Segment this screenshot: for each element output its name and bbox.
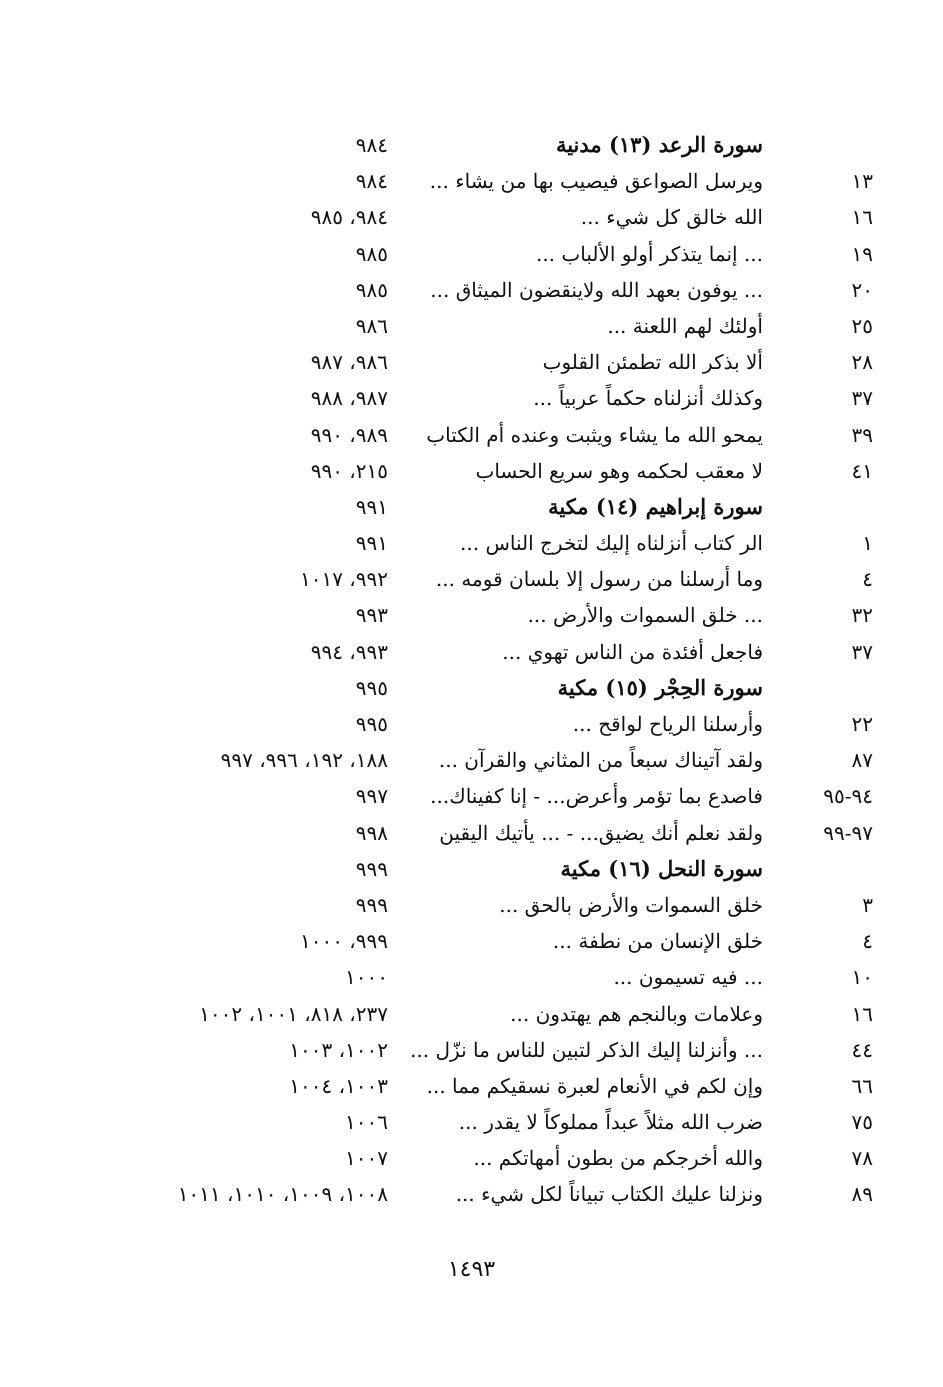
- verse-text: وعلامات وبالنجم هم يهتدون ...: [510, 1001, 763, 1026]
- verse-number: ٩٧-٩٩: [823, 820, 873, 845]
- verse-number: ٢٢: [851, 712, 873, 736]
- verse-number: [807, 489, 873, 525]
- surah-heading-row: [0, 489, 943, 525]
- verse-text: أولئك لهم اللعنة ...: [607, 313, 763, 338]
- page-references: ٩٨٧، ٩٨٨: [310, 386, 388, 411]
- verse-text: وأرسلنا الرياح لواقح ...: [572, 712, 763, 736]
- verse-number: ٤: [862, 929, 873, 954]
- page-references: ٩٩٢، ١٠١٧: [299, 567, 388, 592]
- page-references: ٩٨٥: [355, 277, 388, 302]
- verse-row: [0, 1104, 943, 1140]
- verse-text: ولقد آتيناك سبعاً من المثاني والقرآن ...: [438, 748, 763, 773]
- page-references: ٩٨٦، ٩٨٧: [310, 350, 388, 375]
- verse-number: ٣٩: [851, 422, 873, 447]
- page-references: ١٠٠٨، ١٠٠٩، ١٠١٠، ١٠١١: [177, 1182, 388, 1207]
- verse-number: ٤: [862, 567, 873, 592]
- verse-row: [0, 1032, 943, 1068]
- verse-text: وما أرسلنا من رسول إلا بلسان قومه ...: [435, 567, 763, 592]
- verse-number: [807, 670, 873, 706]
- verse-text: ... فيه تسيمون ...: [613, 965, 763, 990]
- verse-text: الر كتاب أنزلناه إليك لتخرج الناس ...: [460, 531, 763, 556]
- verse-number: ٨٩: [851, 1182, 873, 1207]
- surah-title: سورة إبراهيم (١٤) مكية: [548, 493, 763, 519]
- page-number: ١٤٩٣: [447, 1257, 496, 1282]
- verse-number: [807, 127, 873, 163]
- verse-row: [0, 163, 943, 199]
- verse-row: [0, 525, 943, 561]
- page-references: ١٠٠٧: [345, 1146, 388, 1171]
- page-references: ٩٩١: [355, 531, 388, 556]
- verse-number: ٣٧: [851, 639, 873, 664]
- verse-text: ألا بذكر الله تطمئن القلوب: [542, 350, 763, 375]
- verse-text: يمحو الله ما يشاء ويثبت وعنده أم الكتاب: [426, 422, 763, 447]
- verse-text: ويرسل الصواعق فيصيب بها من يشاء ...: [429, 169, 763, 194]
- verse-text: لا معقب لحكمه وهو سريع الحساب: [475, 458, 763, 483]
- page-references: ٩٩٥: [355, 712, 388, 736]
- page-references: ٩٩٣: [355, 603, 388, 628]
- verse-number: ١٦: [851, 1001, 873, 1026]
- verse-text: فاصدع بما تؤمر وأعرض... - إنا كفيناك...: [430, 784, 763, 809]
- page-references: ٩٩١: [355, 494, 388, 519]
- surah-title: سورة الحِجْر (١٥) مكية: [557, 674, 763, 700]
- verse-row: [0, 815, 943, 851]
- verse-row: [0, 199, 943, 235]
- verse-text: ... خلق السموات والأرض ...: [527, 603, 763, 628]
- verse-number: ٣: [862, 892, 873, 917]
- page-references: ١٠٠٣، ١٠٠٤: [289, 1073, 388, 1098]
- verse-row: [0, 706, 943, 742]
- verse-text: خلق الإنسان من نطفة ...: [552, 929, 763, 954]
- verse-text: ضرب الله مثلاً عبداً مملوكاً لا يقدر ...: [458, 1110, 763, 1135]
- verse-number: ٩٤-٩٥: [823, 784, 873, 809]
- page-references: ٩٩٣، ٩٩٤: [310, 639, 388, 664]
- verse-number: ١: [862, 531, 873, 556]
- verse-text: ونزلنا عليك الكتاب تبياناً لكل شيء ...: [455, 1182, 763, 1207]
- surah-heading-row: [0, 127, 943, 163]
- verse-row: [0, 417, 943, 453]
- verse-row: [0, 1140, 943, 1176]
- verse-number: ٢٠: [851, 277, 873, 302]
- page-references: ٩٩٥: [355, 675, 388, 700]
- verse-number: ١٠: [851, 965, 873, 990]
- verse-row: [0, 380, 943, 416]
- verse-number: ٧٨: [851, 1146, 873, 1171]
- page-references: ٩٩٧: [355, 784, 388, 809]
- page-references: ١٠٠٢، ١٠٠٣: [289, 1037, 388, 1062]
- verse-text: الله خالق كل شيء ...: [580, 205, 763, 230]
- page-references: ١٠٠٠: [345, 965, 388, 990]
- surah-heading-row: [0, 670, 943, 706]
- verse-text: ... يوفون بعهد الله ولاينقضون الميثاق ...: [430, 277, 763, 302]
- verse-number: ٢٥: [851, 313, 873, 338]
- verse-number: ٨٧: [851, 748, 873, 773]
- verse-row: [0, 887, 943, 923]
- verse-row: [0, 923, 943, 959]
- page-references: ٩٩٩، ١٠٠٠: [299, 929, 388, 954]
- verse-text: وكذلك أنزلناه حكماً عربياً ...: [533, 386, 763, 411]
- verse-number: ٤٤: [851, 1037, 873, 1062]
- verse-number: ٤١: [851, 458, 873, 483]
- verse-row: [0, 272, 943, 308]
- page-references: ٩٩٩: [355, 892, 388, 917]
- verse-row: [0, 344, 943, 380]
- page-references: ٩٨٥: [355, 241, 388, 266]
- surah-title: سورة الرعد (١٣) مدنية: [555, 132, 763, 157]
- verse-row: [0, 597, 943, 633]
- page-references: ١٠٠٦: [345, 1110, 388, 1135]
- surah-heading-row: [0, 851, 943, 887]
- verse-text: ولقد نعلم أنك يضيق... - ... يأتيك اليقين: [439, 820, 763, 845]
- verse-number: ٢٨: [851, 350, 873, 375]
- verse-text: خلق السموات والأرض بالحق ...: [499, 892, 763, 917]
- verse-row: [0, 996, 943, 1032]
- page-references: ٩٨٤: [355, 133, 388, 157]
- verse-number: ٧٥: [851, 1110, 873, 1135]
- verse-number: [807, 851, 873, 887]
- verse-number: ٣٢: [851, 603, 873, 628]
- page-references: ١٨٨، ١٩٢، ٩٩٦، ٩٩٧: [220, 748, 388, 773]
- verse-number: ٣٧: [851, 386, 873, 411]
- page-references: ٩٩٩: [355, 856, 388, 881]
- verse-text: ... إنما يتذكر أولو الألباب ...: [535, 241, 763, 266]
- verse-text: ... وأنزلنا إليك الذكر لتبين للناس ما نزّل ...: [410, 1037, 763, 1062]
- verse-row: [0, 778, 943, 814]
- page-references: ٩٨٤، ٩٨٥: [310, 205, 388, 230]
- page-references: ٢١٥، ٩٩٠: [310, 458, 388, 483]
- verse-text: والله أخرجكم من بطون أمهاتكم ...: [473, 1146, 763, 1171]
- page-references: ٩٨٩، ٩٩٠: [310, 422, 388, 447]
- verse-row: [0, 742, 943, 778]
- page-references: ٩٨٦: [355, 313, 388, 338]
- verse-number: ٦٦: [851, 1073, 873, 1098]
- index-list: [0, 127, 943, 1213]
- verse-row: [0, 634, 943, 670]
- verse-row: [0, 236, 943, 272]
- page-references: ٩٩٨: [355, 820, 388, 845]
- verse-row: [0, 561, 943, 597]
- verse-row: [0, 453, 943, 489]
- verse-text: وإن لكم في الأنعام لعبرة نسقيكم مما ...: [426, 1073, 763, 1098]
- verse-row: [0, 1176, 943, 1212]
- verse-number: ١٣: [851, 169, 873, 194]
- verse-row: [0, 308, 943, 344]
- page-references: ٢٣٧، ٨١٨، ١٠٠١، ١٠٠٢: [199, 1001, 388, 1026]
- verse-number: ١٦: [851, 205, 873, 230]
- verse-number: ١٩: [851, 241, 873, 266]
- page-references: ٩٨٤: [355, 169, 388, 194]
- verse-row: [0, 1068, 943, 1104]
- verse-row: [0, 959, 943, 995]
- surah-title: سورة النحل (١٦) مكية: [560, 855, 763, 881]
- verse-text: فاجعل أفئدة من الناس تهوي ...: [502, 639, 763, 664]
